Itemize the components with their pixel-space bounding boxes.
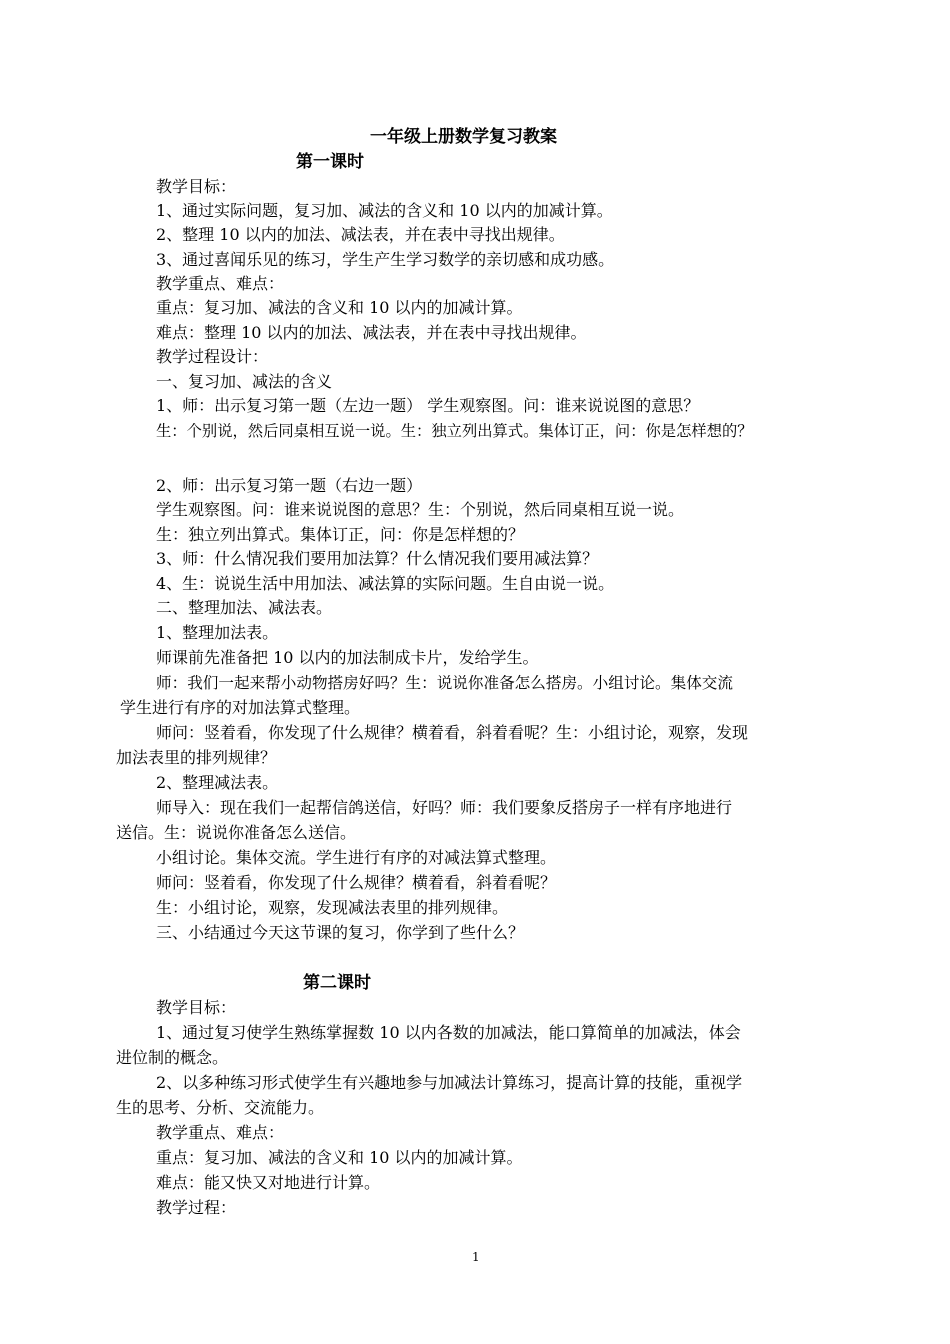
text-line: 师课前先准备把 10 以内的加法制成卡片，发给学生。 [156, 648, 539, 667]
text-line: 师：我们一起来帮小动物搭房好吗？生：说说你准备怎么搭房。小组讨论。集体交流 [156, 674, 733, 692]
text-line: 2、整理 10 以内的加法、减法表，并在表中寻找出规律。 [156, 225, 565, 244]
text-line: 难点：能又快又对地进行计算。 [156, 1173, 381, 1192]
text-line: 生：小组讨论，观察，发现减法表里的排列规律。 [156, 898, 509, 917]
text-line: 小组讨论。集体交流。学生进行有序的对减法算式整理。 [156, 848, 557, 867]
text-line: 一、复习加、减法的含义 [156, 372, 333, 391]
text-line: 生：独立列出算式。集体订正，问：你是怎样想的？ [156, 525, 525, 544]
text-line: 生的思考、分析、交流能力。 [116, 1098, 325, 1117]
text-line: 3、师：什么情况我们要用加法算？什么情况我们要用减法算？ [156, 549, 599, 568]
text-line: 学生进行有序的对加法算式整理。 [120, 698, 361, 717]
text-line: 学生观察图。问：谁来说说图的意思？生：个别说，然后同桌相互说一说。 [156, 500, 685, 519]
text-line: 1、整理加法表。 [156, 623, 279, 642]
text-line: 2、以多种练习形式使学生有兴趣地参与加减法计算练习，提高计算的技能，重视学 [156, 1073, 743, 1092]
text-line: 重点：复习加、减法的含义和 10 以内的加减计算。 [156, 1148, 523, 1167]
text-line: 重点：复习加、减法的含义和 10 以内的加减计算。 [156, 298, 523, 317]
text-line: 加法表里的排列规律？ [116, 748, 277, 767]
text-line: 师问：竖着看，你发现了什么规律？横着看，斜着看呢？生：小组讨论，观察，发现 [156, 723, 749, 742]
text-line: 1、通过复习使学生熟练掌握数 10 以内各数的加减法，能口算简单的加减法，体会 [156, 1023, 741, 1042]
text-line: 2、整理减法表。 [156, 773, 279, 792]
text-line: 教学重点、难点： [156, 1123, 285, 1142]
lesson1-heading: 第一课时 [296, 152, 364, 172]
lesson2-heading: 第二课时 [303, 973, 371, 993]
text-line: 教学重点、难点： [156, 274, 285, 293]
page-number: 1 [472, 1250, 480, 1264]
text-line: 教学目标： [156, 177, 237, 196]
text-line: 教学目标： [156, 998, 237, 1017]
text-line: 教学过程设计： [156, 347, 269, 366]
text-line: 3、通过喜闻乐见的练习，学生产生学习数学的亲切感和成功感。 [156, 250, 615, 269]
text-line: 送信。生：说说你准备怎么送信。 [116, 823, 357, 842]
document-title: 一年级上册数学复习教案 [370, 127, 557, 147]
text-line: 师问：竖着看，你发现了什么规律？横着看，斜着看呢？ [156, 873, 557, 892]
text-line: 生：个别说，然后同桌相互说一说。生：独立列出算式。集体订正，问：你是怎样想的？ [156, 422, 753, 440]
text-line: 2、师：出示复习第一题（右边一题） [156, 476, 423, 495]
text-line: 三、小结通过今天这节课的复习，你学到了些什么？ [156, 923, 525, 942]
text-line: 1、通过实际问题，复习加、减法的含义和 10 以内的加减计算。 [156, 201, 613, 220]
text-line: 二、整理加法、减法表。 [156, 598, 333, 617]
text-line: 教学过程： [156, 1198, 237, 1217]
text-line: 难点：整理 10 以内的加法、减法表，并在表中寻找出规律。 [156, 323, 587, 342]
text-line: 1、师：出示复习第一题（左边一题） 学生观察图。问：谁来说说图的意思？ [156, 396, 700, 415]
text-line: 师导入：现在我们一起帮信鸽送信，好吗？师：我们要象反搭房子一样有序地进行 [156, 798, 733, 817]
text-line: 进位制的概念。 [116, 1048, 229, 1067]
text-line: 4、生：说说生活中用加法、减法算的实际问题。生自由说一说。 [156, 574, 615, 593]
